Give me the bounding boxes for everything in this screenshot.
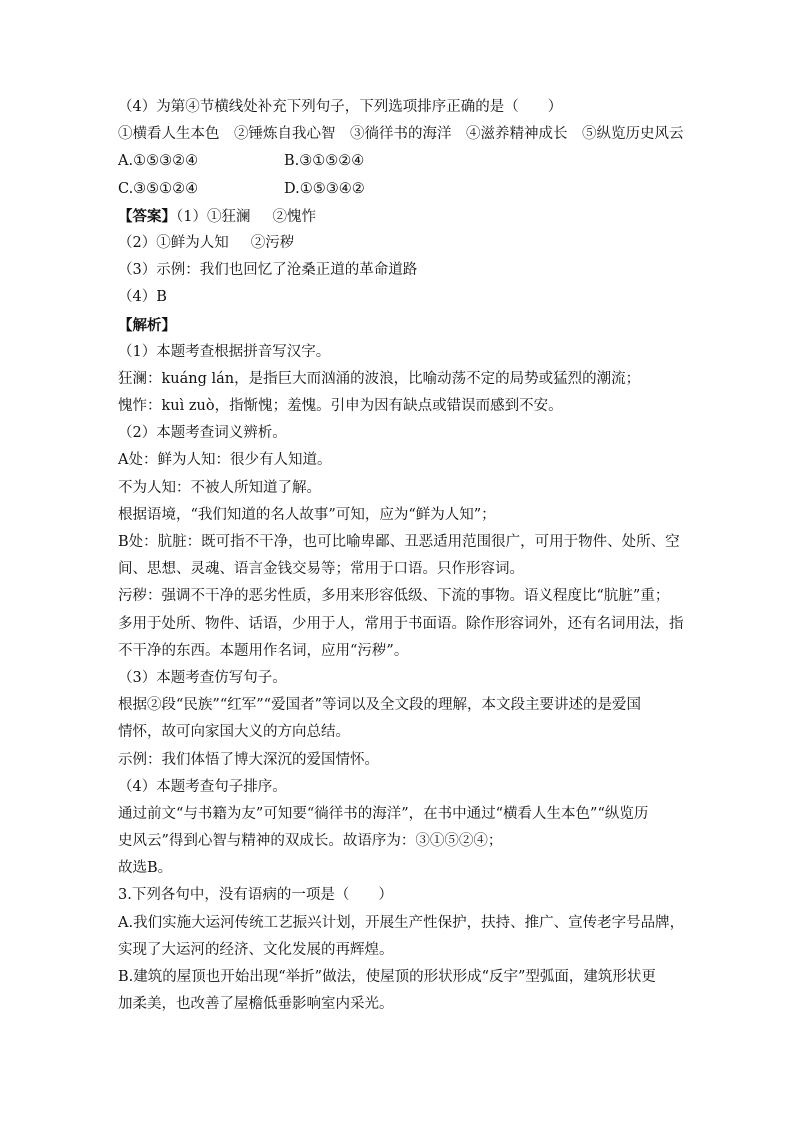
analysis-line: A处：鲜为人知：很少有人知道。 <box>118 452 332 469</box>
answer-1-second: ②愧怍 <box>272 208 316 225</box>
analysis-line: （3）本题考查仿写句子。 <box>118 669 287 686</box>
analysis-line: （4）本题考查句子排序。 <box>118 778 287 795</box>
analysis-label: 【解析】 <box>118 316 176 334</box>
q4-option-c: C.③⑤①②④ <box>118 180 199 197</box>
answer-line-4: （4）B <box>118 289 167 306</box>
analysis-line: 狂澜：kuáng lán，是指巨大而汹涌的波浪，比喻动荡不定的局势或猛烈的潮流； <box>118 370 641 387</box>
analysis-line: 多用于处所、物件、话语，少用于人，常用于书面语。除作形容词外，还有名词用法，指 <box>118 615 684 632</box>
q3-line: A.我们实施大运河传统工艺振兴计划，开展生产性保护，扶持、推广、宣传老字号品牌， <box>118 914 685 931</box>
answer-label: 【答案】 <box>118 207 176 225</box>
q3-stem: 3.下列各句中，没有语病的一项是（ ） <box>118 887 393 904</box>
analysis-line: （1）本题考查根据拼音写汉字。 <box>118 343 331 360</box>
analysis-line: 史风云”得到心智与精神的双成长。故语序为：③①⑤②④； <box>118 833 503 850</box>
analysis-line: 愧怍：kuì zuò，指惭愧；羞愧。引申为因有缺点或错误而感到不安。 <box>118 398 563 415</box>
answer-2-first: （2）①鲜为人知 <box>118 234 229 251</box>
analysis-line: 不为人知：不被人所知道了解。 <box>118 479 321 496</box>
analysis-line: 污秽：强调不干净的恶劣性质，多用来形容低级、下流的事物。语义程度比“肮脏”重； <box>118 588 670 605</box>
analysis-line: 根据语境，“我们知道的名人故事”可知，应为“鲜为人知”； <box>118 506 496 523</box>
analysis-line: （2）本题考查词义辨析。 <box>118 425 287 442</box>
q4-option-b: B.③①⑤②④ <box>284 153 365 170</box>
q3-line: B.建筑的屋顶也开始出现“举折”做法，使屋顶的形状形成“反宇”型弧面，建筑形状更 <box>118 969 656 985</box>
analysis-line: 示例：我们体悟了博大深沉的爱国情怀。 <box>118 751 379 768</box>
answer-1-first: （1）①狂澜 <box>176 208 251 225</box>
analysis-line: 通过前文“与书籍为友”可知要“徜徉书的海洋”，在书中通过“横看人生本色”“纵览历 <box>118 805 649 822</box>
document-page <box>118 94 685 1018</box>
analysis-line: 不干净的东西。本题用作名词，应用“污秽”。 <box>118 642 409 659</box>
analysis-line: B处：肮脏：既可指不干净，也可比喻卑鄙、丑恶适用范围很广，可用于物件、处所、空 <box>118 534 680 550</box>
analysis-line: 根据②段“民族”“红军”“爱国者”等词以及全文段的理解，本文段主要讲述的是爱国 <box>118 697 641 714</box>
q3-line: 实现了大运河的经济、文化发展的再辉煌。 <box>118 941 394 958</box>
q4-option-d: D.①⑤③④② <box>284 180 365 197</box>
answer-line-2 <box>118 230 678 257</box>
q4-stem: （4）为第④节横线处补充下列句子，下列选项排序正确的是（ ） <box>118 99 563 115</box>
analysis-line: 情怀，故可向家国大义的方向总结。 <box>118 724 350 741</box>
q4-option-a: A.①⑤③②④ <box>118 153 199 170</box>
q3-line: 加柔美，也改善了屋檐低垂影响室内采光。 <box>118 996 394 1013</box>
answer-2-second: ②污秽 <box>250 234 295 251</box>
q4-items: ①横看人生本色 ②锤炼自我心智 ③徜徉书的海洋 ④滋养精神成长 ⑤纵览历史风云 <box>118 126 684 143</box>
q4-options-row-1 <box>118 148 678 175</box>
q4-options-row-2 <box>118 176 678 203</box>
answer-line-1 <box>118 203 678 230</box>
answer-line-3: （3）示例：我们也回忆了沧桑正道的革命道路 <box>118 262 418 279</box>
analysis-line: 间、思想、灵魂、语言金钱交易等；常用于口语。只作形容词。 <box>118 561 524 578</box>
analysis-line: 故选B。 <box>118 860 173 877</box>
